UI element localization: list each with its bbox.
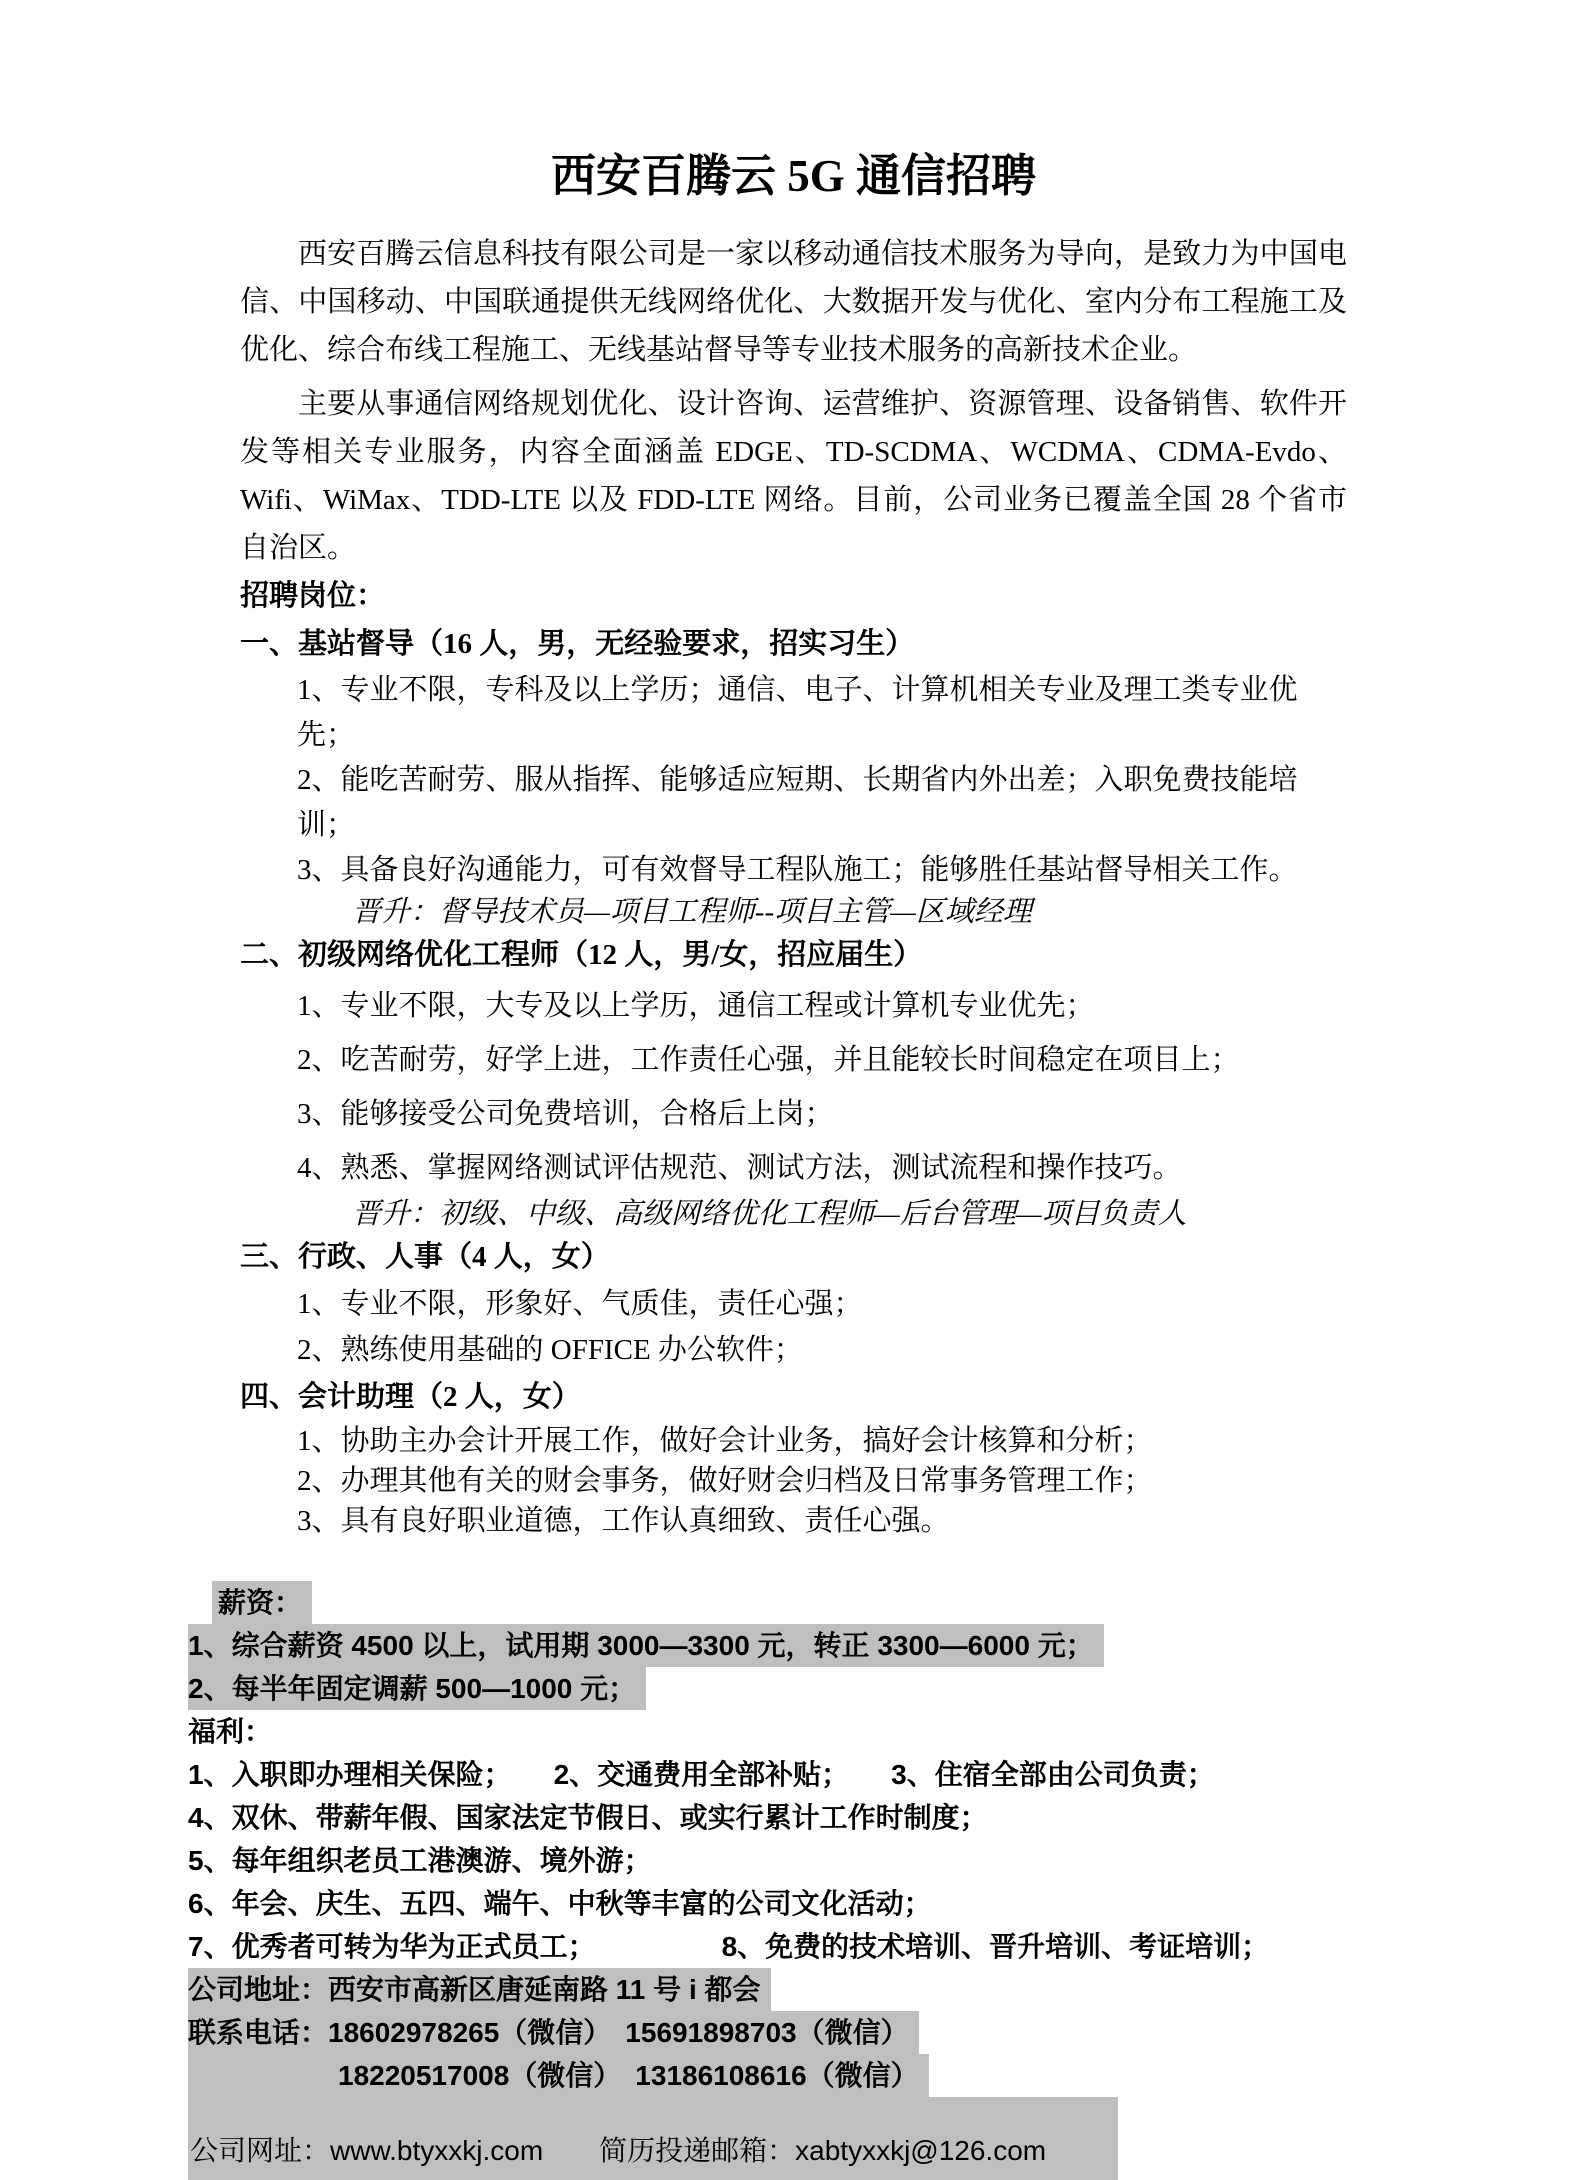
welfare-row: 5、每年组织老员工港澳游、境外游； xyxy=(188,1845,652,1876)
welfare-row: 4、双休、带薪年假、国家法定节假日、或实行累计工作时制度； xyxy=(188,1802,988,1833)
salary-label: 薪资： xyxy=(212,1581,312,1624)
salary-welfare-contact-section xyxy=(0,1581,1587,2180)
job-item: 1、专业不限，大专及以上学历，通信工程或计算机专业优先； xyxy=(297,990,1095,1022)
website-highlight-block xyxy=(188,2097,1118,2180)
job-item: 4、熟悉、掌握网络测试评估规范、测试方法，测试流程和操作技巧。 xyxy=(297,1152,1182,1184)
contact-phones-2: 18220517008（微信） 13186108616（微信） xyxy=(188,2054,929,2097)
job-heading-1: 一、基站督导（16 人，男，无经验要求，招实习生） xyxy=(240,628,915,660)
job-item: 3、具有良好职业道德，工作认真细致、责任心强。 xyxy=(297,1505,950,1537)
salary-item: 2、每半年固定调薪 500—1000 元； xyxy=(188,1667,646,1710)
job-heading-4: 四、会计助理（2 人，女） xyxy=(240,1381,581,1413)
address-row xyxy=(188,1968,1417,2011)
phone-row-2 xyxy=(188,2054,1417,2097)
welfare-row: 6、年会、庆生、五四、端午、中秋等丰富的公司文化活动； xyxy=(188,1888,932,1919)
welfare-row: 1、入职即办理相关保险； 2、交通费用全部补贴； 3、住宿全部由公司负责； xyxy=(188,1759,1215,1790)
intro-paragraph-2: 主要从事通信网络规划优化、设计咨询、运营维护、资源管理、设备销售、软件开发等相关专业服务，内容全面涵盖 EDGE、TD-SCDMA、WCDMA、CDMA-Evdo、Wifi、WiMax、TDD-LTE 以及 FDD-LTE 网络。目前，公司业务已覆盖全国 28 个省市自治区。 xyxy=(240,388,1347,564)
job-item: 2、熟练使用基础的 OFFICE 办公软件； xyxy=(297,1334,803,1366)
welfare-label: 福利： xyxy=(188,1716,273,1747)
job-item: 2、吃苦耐劳，好学上进，工作责任心强，并且能较长时间稳定在项目上； xyxy=(297,1044,1240,1076)
positions-label: 招聘岗位： xyxy=(240,580,386,612)
phone-row-1 xyxy=(188,2011,1417,2054)
job-item: 1、专业不限，形象好、气质佳，责任心强； xyxy=(297,1288,863,1320)
salary-row xyxy=(188,1667,1417,1710)
job-heading-2: 二、初级网络优化工程师（12 人，男/女，招应届生） xyxy=(240,939,923,971)
promotion-path-2: 晋升：初级、中级、高级网络优化工程师—后台管理—项目负责人 xyxy=(352,1198,1187,1230)
salary-label-row xyxy=(188,1581,1417,1624)
website-email-row: 公司网址：www.btyxxkj.com 简历投递邮箱：xabtyxxkj@126.com xyxy=(190,2135,1047,2166)
job-item: 1、专业不限，专科及以上学历；通信、电子、计算机相关专业及理工类专业优先； xyxy=(297,674,1298,751)
salary-item: 1、综合薪资 4500 以上，试用期 3000—3300 元，转正 3300—6000 元； xyxy=(188,1624,1104,1667)
intro-paragraph-1: 西安百腾云信息科技有限公司是一家以移动通信技术服务为导向，是致力为中国电信、中国移动、中国联通提供无线网络优化、大数据开发与优化、室内分布工程施工及优化、综合布线工程施工、无线基站督导等专业技术服务的高新技术企业。 xyxy=(240,238,1347,366)
job-heading-3: 三、行政、人事（4 人，女） xyxy=(240,1241,610,1273)
job-item: 1、协助主办会计开展工作，做好会计业务，搞好会计核算和分析； xyxy=(297,1425,1153,1457)
salary-row xyxy=(188,1624,1417,1667)
job-item: 2、办理其他有关的财会事务，做好财会归档及日常事务管理工作； xyxy=(297,1465,1153,1497)
contact-phones-1: 联系电话：18602978265（微信） 15691898703（微信） xyxy=(188,2011,919,2054)
company-address: 公司地址：西安市高新区唐延南路 11 号 i 都会 xyxy=(188,1968,771,2011)
job-item: 3、具备良好沟通能力，可有效督导工程队施工；能够胜任基站督导相关工作。 xyxy=(297,854,1298,886)
document-body xyxy=(0,230,1587,1541)
welfare-row: 7、优秀者可转为华为正式员工； 8、免费的技术培训、晋升培训、考证培训； xyxy=(188,1931,1270,1962)
document-title: 西安百腾云 5G 通信招聘 xyxy=(550,151,1036,201)
promotion-path-1: 晋升：督导技术员—项目工程师--项目主管—区域经理 xyxy=(352,896,1032,928)
job-item: 2、能吃苦耐劳、服从指挥、能够适应短期、长期省内外出差；入职免费技能培训； xyxy=(297,764,1298,841)
job-item: 3、能够接受公司免费培训，合格后上岗； xyxy=(297,1098,834,1130)
